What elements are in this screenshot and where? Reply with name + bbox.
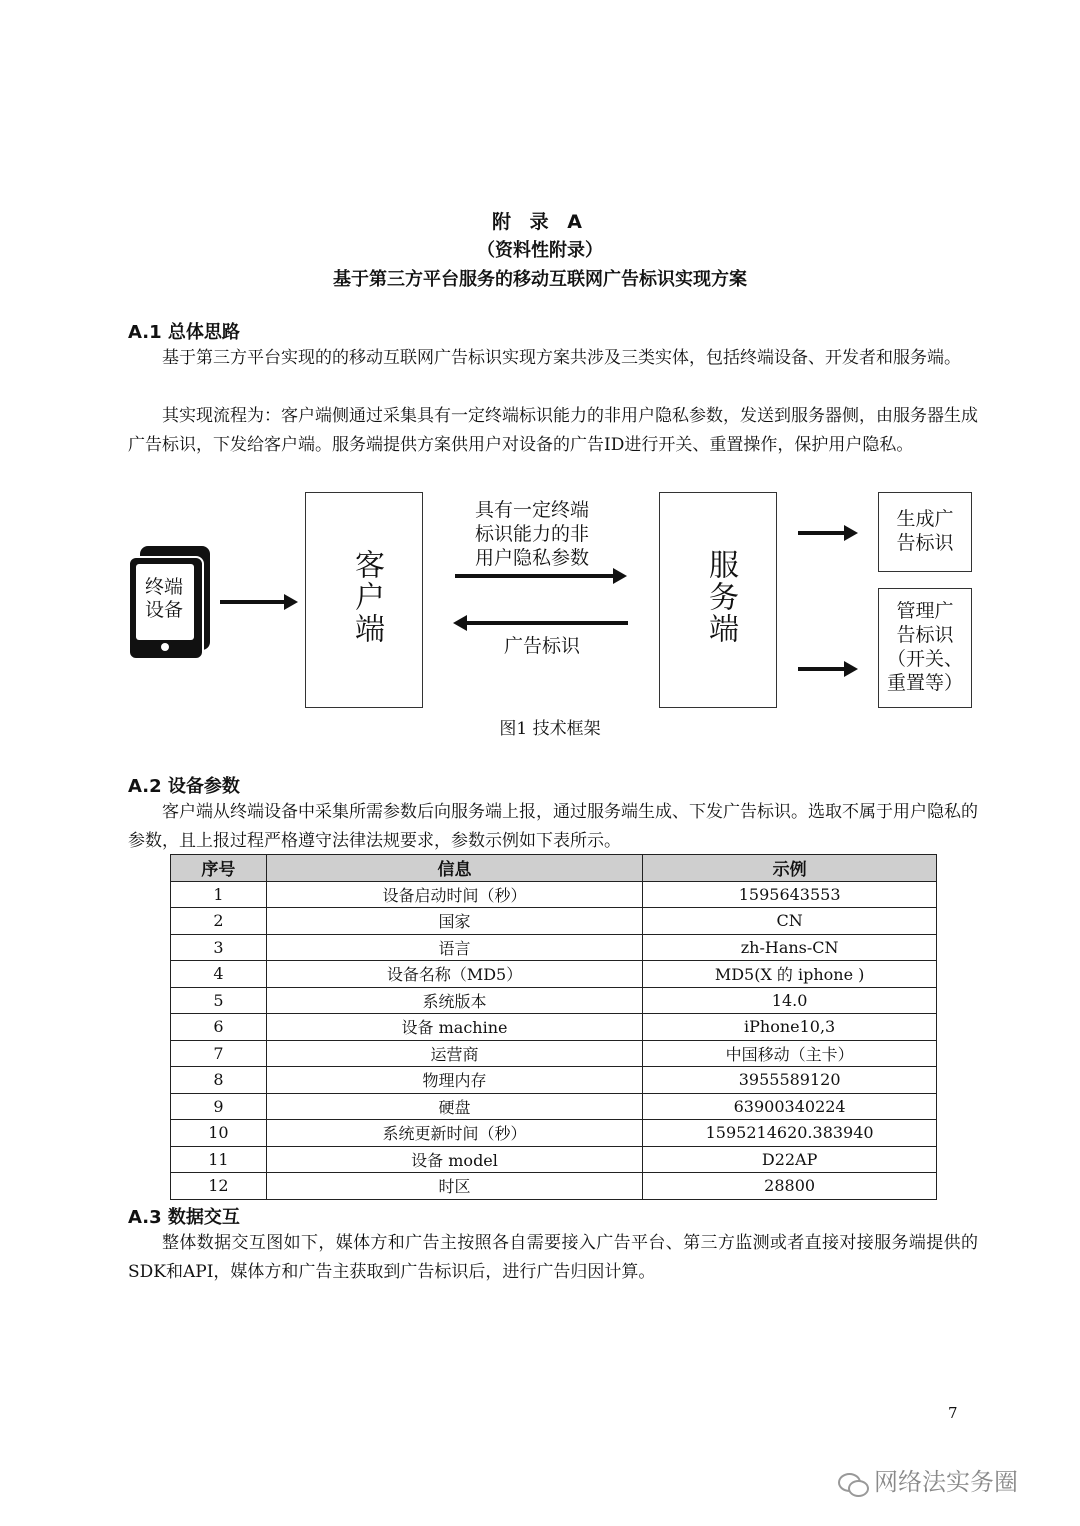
cell-info: 系统更新时间（秒） [266,1120,642,1147]
cell-index: 8 [171,1067,267,1094]
server-box [659,492,777,708]
return-label: 广告标识 [503,635,580,657]
cell-example: 中国移动（主卡） [643,1040,937,1067]
arrow-server-to-manage [798,667,846,671]
cell-index: 4 [171,961,267,988]
cell-example: 63900340224 [643,1093,937,1120]
cell-info: 硬盘 [266,1093,642,1120]
device-parameter-table [170,854,937,1200]
cell-example: 14.0 [643,987,937,1014]
table-row [171,1120,937,1147]
client-label: 客户端 [349,549,384,645]
cell-example: 28800 [643,1173,937,1200]
cell-info: 设备启动时间（秒） [266,881,642,908]
cell-example: CN [643,908,937,935]
cell-example: D22AP [643,1146,937,1173]
cell-index: 10 [171,1120,267,1147]
manage-label: 管理广 告标识 （开关、 重置等） [886,600,963,694]
arrow-server-to-client [465,621,628,625]
table-header-example: 示例 [643,855,937,882]
cell-index: 7 [171,1040,267,1067]
wechat-icon [838,1471,868,1495]
cell-info: 运营商 [266,1040,642,1067]
table-row [171,1173,937,1200]
cell-info: 设备 machine [266,1014,642,1041]
table-row [171,908,937,935]
page-number: 7 [948,1404,958,1422]
appendix-main-title: 基于第三方平台服务的移动互联网广告标识实现方案 [333,269,747,290]
section-a3-para: 整体数据交互图如下，媒体方和广告主按照各自需要接入广告平台、第三方监测或者直接对接服务端提供的SDK和API，媒体方和广告主获取到广告标识后，进行广告归因计算。 [128,1233,978,1282]
section-a2-heading: A.2 设备参数 [128,776,240,797]
device-label: 终端 设备 [144,576,183,621]
table-row [171,1093,937,1120]
section-a3-heading: A.3 数据交互 [128,1207,240,1228]
server-label: 服务端 [703,549,738,645]
arrow-client-to-server [455,574,615,578]
client-box [305,492,423,708]
cell-index: 6 [171,1014,267,1041]
section-a1-heading: A.1 总体思路 [128,322,240,343]
cell-info: 时区 [266,1173,642,1200]
arrow-server-to-generate [798,531,846,535]
cell-index: 9 [171,1093,267,1120]
cell-index: 2 [171,908,267,935]
cell-example: MD5(X 的 iphone ) [643,961,937,988]
figure-caption: 图1 技术框架 [499,719,601,739]
generate-label: 生成广 告标识 [896,508,954,554]
section-a1-para1: 基于第三方平台实现的的移动互联网广告标识实现方案共涉及三类实体，包括终端设备、开发者和服务端。 [162,348,961,368]
watermark-text: 网络法实务圈 [874,1468,1018,1496]
cell-info: 国家 [266,908,642,935]
table-row [171,1067,937,1094]
cell-info: 设备名称（MD5） [266,961,642,988]
appendix-title: 附 录 A [492,211,588,233]
table-row [171,1040,937,1067]
appendix-subtitle: （资料性附录） [477,240,603,261]
cell-example: 1595643553 [643,881,937,908]
generate-box [878,492,972,572]
cell-index: 1 [171,881,267,908]
watermark [838,1462,1018,1497]
cell-example: zh-Hans-CN [643,934,937,961]
cell-index: 5 [171,987,267,1014]
cell-info: 语言 [266,934,642,961]
table-row [171,987,937,1014]
cell-info: 物理内存 [266,1067,642,1094]
cell-example: 3955589120 [643,1067,937,1094]
cell-info: 设备 model [266,1146,642,1173]
table-row [171,934,937,961]
cell-example: iPhone10,3 [643,1014,937,1041]
table-row [171,881,937,908]
cell-info: 系统版本 [266,987,642,1014]
manage-box [878,588,972,708]
table-row [171,1014,937,1041]
table-header-info: 信息 [266,855,642,882]
table-row [171,1146,937,1173]
cell-index: 11 [171,1146,267,1173]
table-row [171,961,937,988]
cell-index: 3 [171,934,267,961]
upload-label: 具有一定终端 标识能力的非 用户隐私参数 [474,499,589,569]
cell-index: 12 [171,1173,267,1200]
table-header-row [171,855,937,882]
table-header-index: 序号 [171,855,267,882]
arrow-device-to-client [220,600,286,604]
section-a1-para2: 其实现流程为：客户端侧通过采集具有一定终端标识能力的非用户隐私参数，发送到服务器侧，由服务器生成广告标识，下发给客户端。服务端提供方案供用户对设备的广告ID进行开关、重置操作，保护用户隐私。 [128,406,978,455]
section-a2-para: 客户端从终端设备中采集所需参数后向服务端上报，通过服务端生成、下发广告标识。选取不属于用户隐私的参数，且上报过程严格遵守法律法规要求，参数示例如下表所示。 [128,802,978,851]
cell-example: 1595214620.383940 [643,1120,937,1147]
